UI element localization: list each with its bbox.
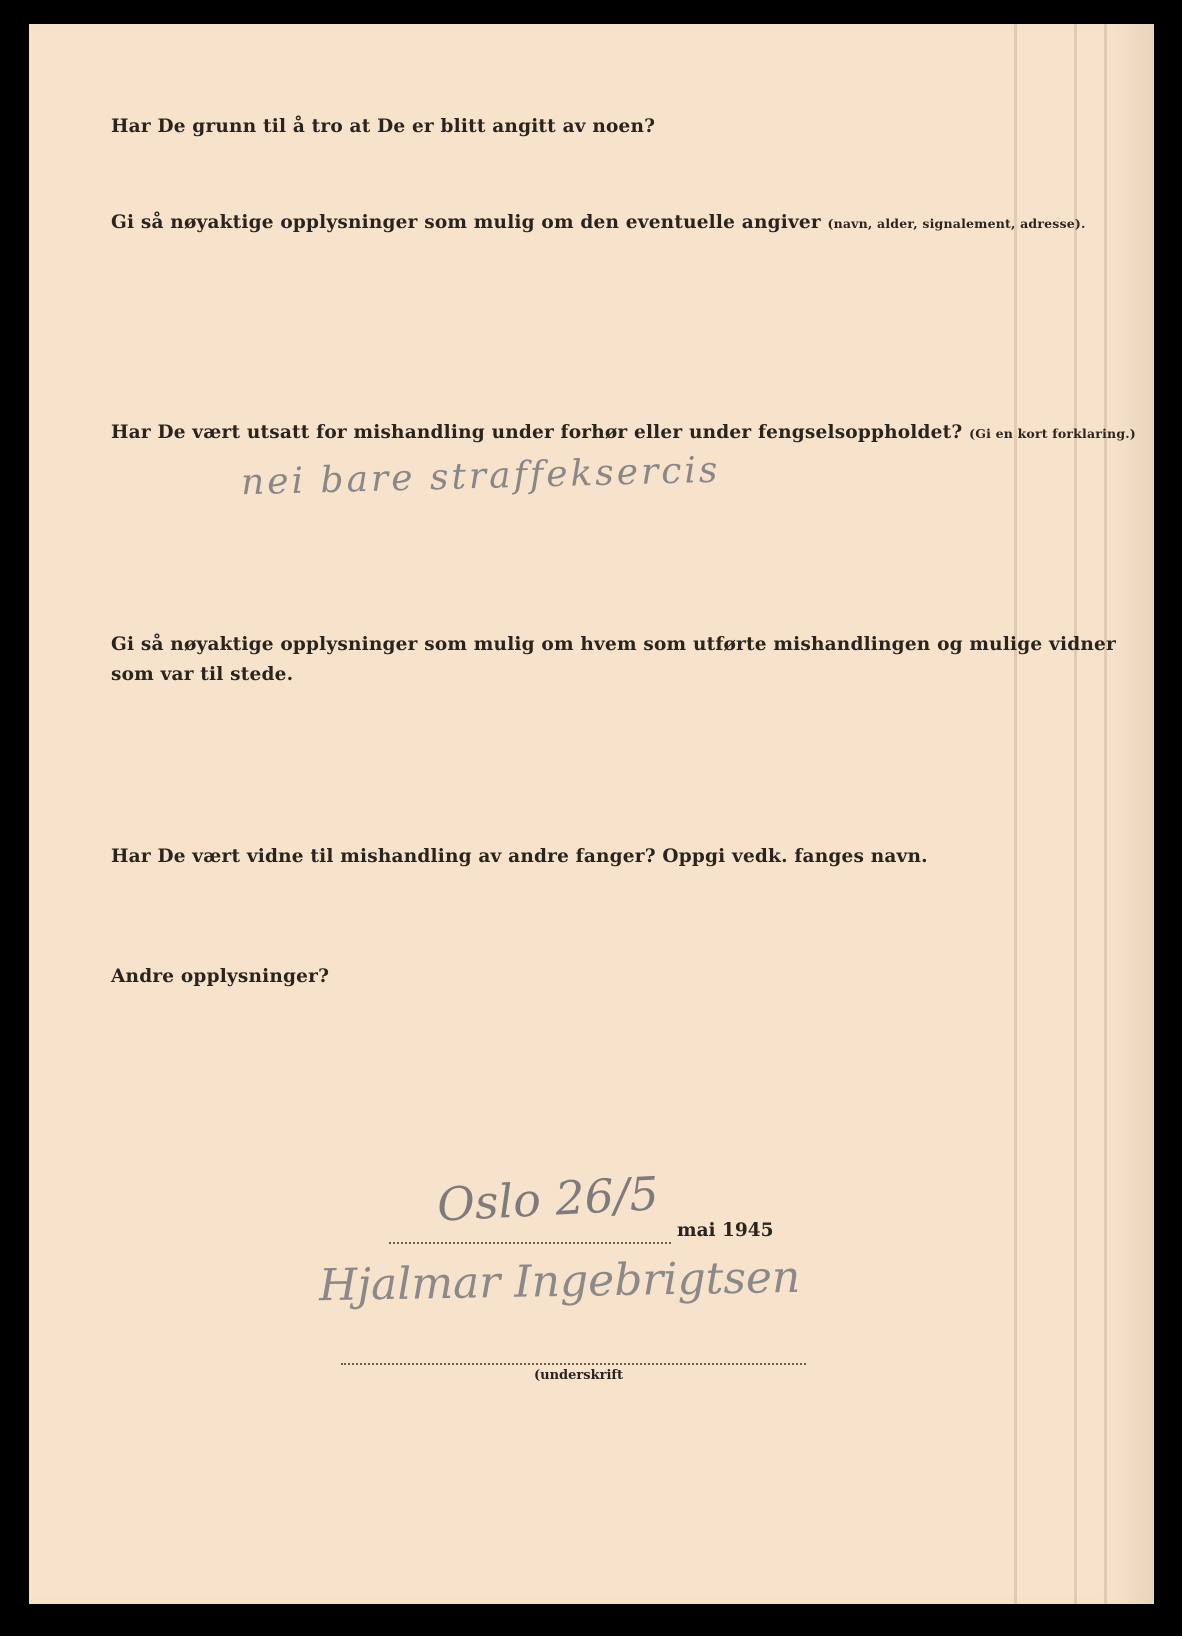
page-edge-line xyxy=(1104,24,1107,1604)
question-mistreatment-note: (Gi en kort forklaring.) xyxy=(969,426,1136,441)
page-edge-line xyxy=(1074,24,1077,1604)
handwritten-answer: nei bare straffeksercis xyxy=(240,449,721,504)
question-perpetrator-line2: som var til stede. xyxy=(111,664,294,685)
question-mistreatment-text: Har De vært utsatt for mishandling under forhør eller under fengselsoppholdet? xyxy=(111,422,963,443)
date-dotted-line xyxy=(389,1242,671,1244)
date-month-year: mai 1945 xyxy=(677,1220,774,1241)
question-witness: Har De vært vidne til mishandling av andre fanger? Oppgi vedk. fanges navn. xyxy=(111,846,928,867)
handwritten-place-date: Oslo 26/5 xyxy=(435,1166,660,1232)
question-perpetrator-line1: Gi så nøyaktige opplysninger som mulig om hvem som utførte mishandlingen og mulige vidner xyxy=(111,634,1116,655)
signature-label: (underskrift xyxy=(534,1368,623,1383)
question-informer-note: (navn, alder, signalement, adresse). xyxy=(827,216,1086,231)
handwritten-signature: Hjalmar Ingebrigtsen xyxy=(318,1251,801,1312)
question-denounced: Har De grunn til å tro at De er blitt angitt av noen? xyxy=(111,116,656,137)
question-other-info: Andre opplysninger? xyxy=(111,966,330,987)
question-informer-details xyxy=(111,212,1086,233)
page-edge-line xyxy=(1014,24,1017,1604)
signature-dotted-line xyxy=(341,1363,806,1365)
question-mistreatment xyxy=(111,422,1136,443)
question-informer-text: Gi så nøyaktige opplysninger som mulig om den eventuelle angiver xyxy=(111,212,821,233)
form-page xyxy=(29,24,1154,1604)
